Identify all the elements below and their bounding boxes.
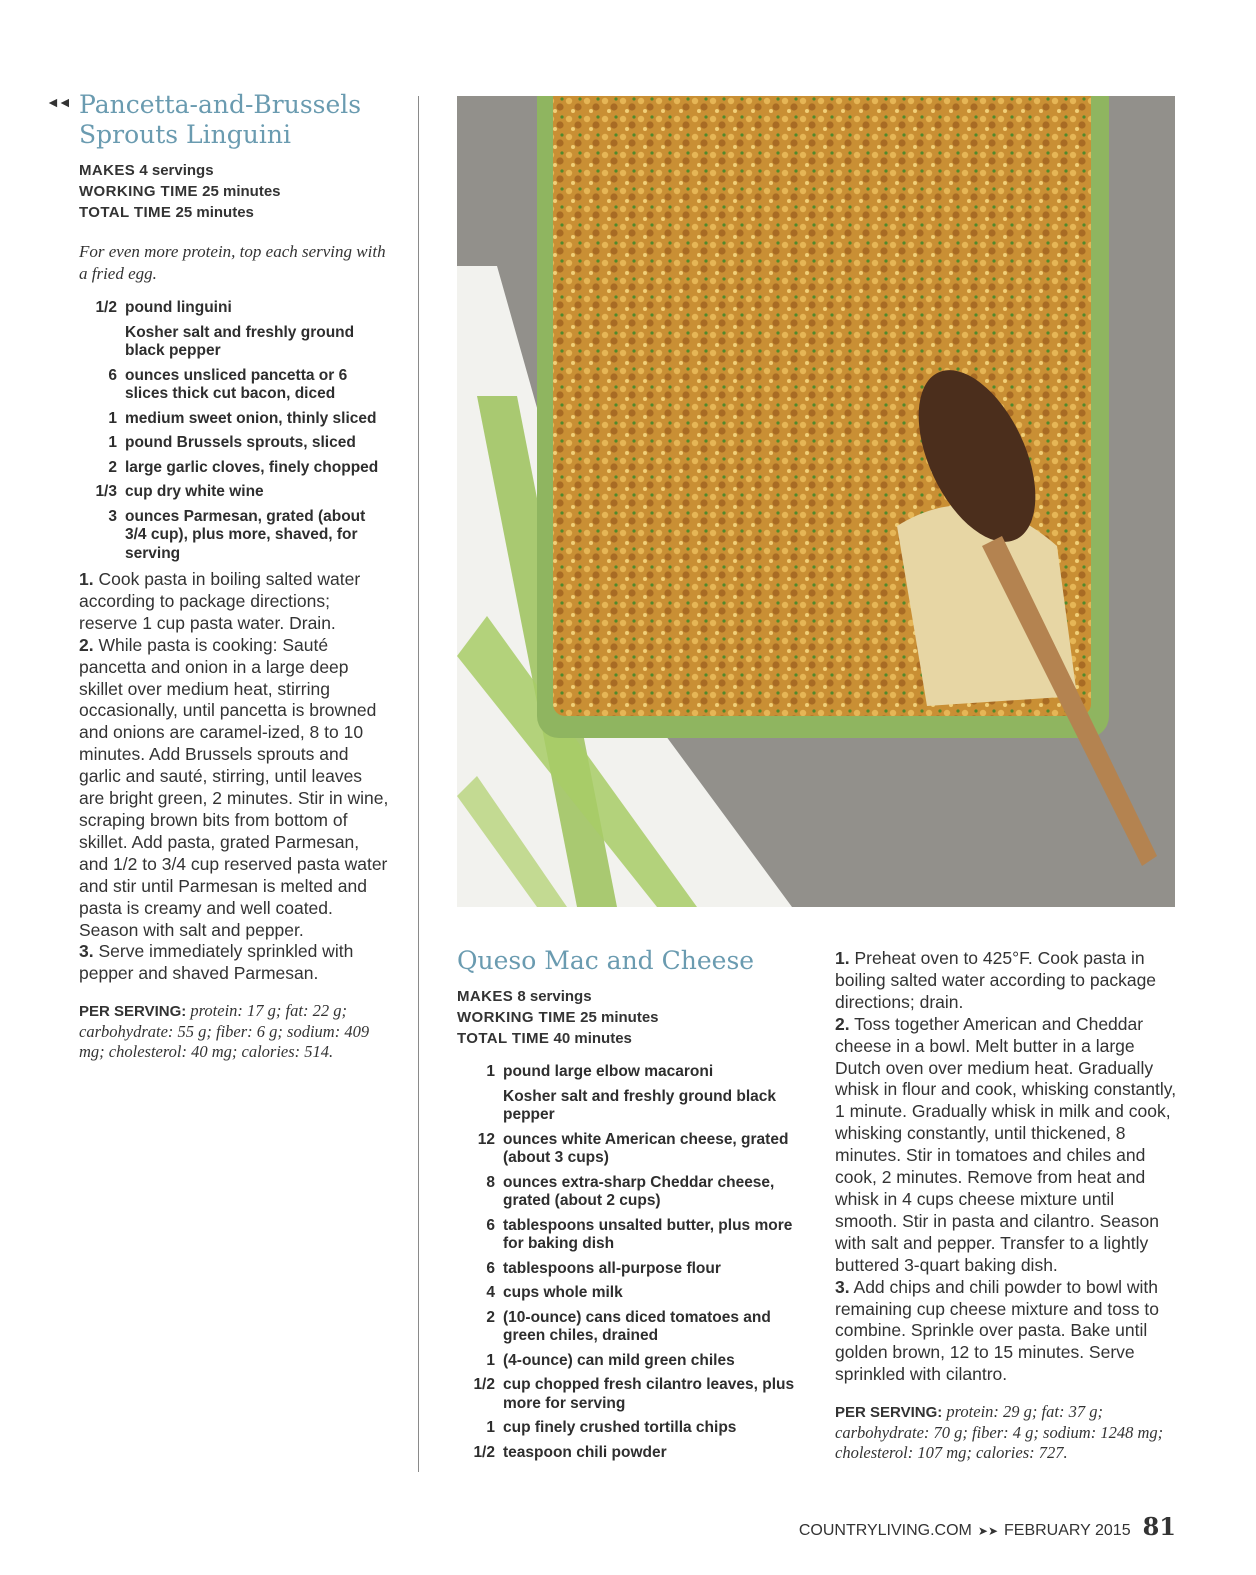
ingredient-quantity [457,1088,503,1125]
total-time-label: TOTAL TIME [457,1030,550,1047]
step-text: Add chips and chili powder to bowl with remaining cup cheese mixture and toss to combine. Sprinkle over pasta. Bake until golden brown, 12 to 15 minutes. Serve sprinkled with cilantro. [835,1276,1159,1385]
recipe-meta [457,986,807,1049]
ingredient-item [79,508,389,564]
ingredient-quantity [79,324,125,361]
ingredient-text: ounces extra-sharp Cheddar cheese, grated (about 2 cups) [503,1173,775,1209]
instructions [79,569,389,985]
ingredient-text: (10-ounce) cans diced tomatoes and green chiles, drained [503,1308,771,1344]
ingredient-text: Kosher salt and freshly ground black pepper [503,1087,777,1123]
ingredient-quantity: 1 [108,409,117,427]
instruction-step [79,941,389,985]
ingredient-item [79,367,389,404]
ingredient-text: pound large elbow macaroni [503,1063,714,1080]
working-time-label: WORKING TIME [457,1009,576,1026]
ingredient-quantity: 1/2 [473,1376,495,1393]
ingredient-text: teaspoon chili powder [503,1443,667,1461]
nutrition-label: PER SERVING: [835,1404,943,1422]
makes-label: MAKES [457,988,514,1005]
ingredient-quantity: 1/2 [95,299,117,316]
step-text: Serve immediately sprinkled with pepper and shaved Parmesan. [79,941,354,984]
ingredient-item [457,1284,807,1303]
recipe-meta [79,160,389,223]
recipe-queso [457,946,807,1468]
ingredient-quantity: 1 [486,1351,495,1369]
ingredient-text: pound Brussels sprouts, sliced [125,434,356,451]
ingredient-item [79,434,389,453]
footer-site: COUNTRYLIVING.COM [798,1522,972,1539]
total-time-value: 40 minutes [553,1030,632,1047]
ingredient-text: cups whole milk [503,1284,623,1301]
ingredient-item [79,299,389,318]
step-number: 2. [835,1013,850,1034]
ingredient-text: cup chopped fresh cilantro leaves, plus more for serving [503,1376,795,1412]
step-number: 2. [79,634,94,655]
ingredient-item [457,1174,807,1211]
step-number: 1. [79,569,94,589]
ingredient-text: tablespoons unsalted butter, plus more for baking dish [503,1216,793,1252]
step-text: Toss together American and Cheddar cheese in a bowl. Melt butter in a large Dutch oven over medium heat. Gradually whisk in flour and cook, whisking constantly, 1 minute. Gradually whisk in milk and cook, whisking constantly, until thickened, 8 minutes. Stir in tomatoes and chiles and cook, 2 minutes. Remove from heat and whisk in 4 cups cheese mixture until smooth. Stir in pasta and cilantro. Season with salt and pepper. Transfer to a lightly buttered 3-quart baking dish. [835,1013,1177,1275]
step-text: Preheat oven to 425°F. Cook pasta in boiling salted water according to package directions; drain. [835,948,1157,1012]
instruction-step [79,569,389,635]
step-number: 3. [835,1276,850,1297]
footer-issue: FEBRUARY 2015 [1004,1522,1131,1539]
ingredient-item [79,459,389,478]
ingredient-item [457,1352,807,1371]
ingredient-quantity: 2 [108,458,117,476]
ingredient-quantity: 8 [486,1173,495,1191]
ingredient-text: large garlic cloves, finely chopped [125,458,379,476]
title-line-1: Pancetta-and-Brussels [79,90,362,119]
recipe-title [79,90,389,150]
recipe-queso-instructions [835,948,1180,1463]
ingredient-item [79,483,389,502]
working-time-value: 25 minutes [202,183,281,200]
ingredient-text: Kosher salt and freshly ground black pepper [125,323,355,359]
ingredient-quantity: 6 [108,366,117,384]
nutrition-info [79,1001,389,1062]
ingredient-quantity: 1 [486,1063,495,1080]
working-time-label: WORKING TIME [79,183,198,200]
step-number: 3. [79,941,94,962]
total-time-value: 25 minutes [175,204,254,221]
recipe-title: Queso Mac and Cheese [457,946,755,975]
ingredient-list [79,299,389,563]
nutrition-values: protein: 29 g; fat: 37 g; carbohydrate: 70 g; fiber: 4 g; sodium: 1248 mg; cholesterol: 107 mg; calories: 727. [835,1402,1164,1463]
footer-arrows-icon: ➤➤ [977,1524,998,1538]
ingredient-item [457,1419,807,1438]
ingredient-quantity: 4 [486,1284,495,1301]
nutrition-label: PER SERVING: [79,1003,187,1021]
total-time-label: TOTAL TIME [79,204,172,221]
recipe-intro: For even more protein, top each serving with a fried egg. [79,242,386,283]
instruction-step [835,948,1180,1014]
ingredient-text: ounces white American cheese, grated (about 3 cups) [503,1130,789,1166]
makes-value: 4 servings [139,162,214,179]
column-divider [418,96,419,1472]
ingredient-quantity: 6 [486,1216,495,1234]
ingredient-item [79,324,389,361]
ingredient-quantity: 1/3 [95,483,117,500]
ingredient-quantity: 1 [108,434,117,451]
instructions [835,948,1180,1386]
ingredient-text: cup finely crushed tortilla chips [503,1419,737,1436]
instruction-step [835,1277,1180,1387]
ingredient-text: ounces Parmesan, grated (about 3/4 cup), plus more, shaved, for serving [125,507,366,562]
ingredient-item [457,1309,807,1346]
nutrition-values: protein: 17 g; fat: 22 g; carbohydrate: 55 g; fiber: 6 g; sodium: 409 mg; cholesterol: 40 mg; calories: 514. [79,1001,370,1062]
ingredient-item [457,1260,807,1279]
recipe-pancetta [79,90,389,1062]
ingredient-item [457,1376,807,1413]
nutrition-info [835,1402,1180,1463]
step-number: 1. [835,948,850,968]
ingredient-item [457,1217,807,1254]
ingredient-item [79,410,389,429]
ingredient-item [457,1444,807,1463]
page-footer [799,1512,1176,1541]
ingredient-text: (4-ounce) can mild green chiles [503,1351,735,1369]
ingredient-quantity: 2 [486,1308,495,1326]
instruction-step [835,1014,1180,1277]
makes-value: 8 servings [517,988,592,1005]
ingredient-text: pound linguini [125,299,232,316]
working-time-value: 25 minutes [580,1009,659,1026]
ingredient-item [457,1063,807,1082]
ingredient-text: tablespoons all-purpose flour [503,1259,721,1277]
title-line-2: Sprouts Linguini [79,120,291,149]
ingredient-quantity: 12 [477,1130,495,1148]
ingredient-item [457,1131,807,1168]
ingredient-text: cup dry white wine [125,483,264,500]
ingredient-quantity: 6 [486,1259,495,1277]
ingredient-quantity: 1/2 [473,1443,495,1461]
page-number: 81 [1142,1512,1176,1541]
step-text: Cook pasta in boiling salted water according to package directions; reserve 1 cup pasta water. Drain. [79,569,361,633]
back-arrows-icon: ◄◄ [46,94,70,110]
step-text: While pasta is cooking: Sauté pancetta and onion in a large deep skillet over medium heat, stirring occasionally, until pancetta is browned and onions are caramel-ized, 8 to 10 minutes. Add Brussels sprouts and garlic and sauté, stirring, until leaves are bright green, 2 minutes. Stir in wine, scraping brown bits from bottom of skillet. Add pasta, grated Parmesan, and 1/2 to 3/4 cup reserved pasta water and stir until Parmesan is melted and pasta is creamy and well coated. Season with salt and pepper. [79,634,389,940]
ingredient-quantity: 3 [108,507,117,525]
ingredient-text: medium sweet onion, thinly sliced [125,409,377,427]
ingredient-text: ounces unsliced pancetta or 6 slices thick cut bacon, diced [125,366,348,402]
ingredient-list [457,1063,807,1462]
ingredient-quantity: 1 [486,1419,495,1436]
mac-and-cheese-photo [457,96,1175,907]
ingredient-item [457,1088,807,1125]
makes-label: MAKES [79,162,136,179]
instruction-step [79,635,389,942]
food-illustration [457,96,1175,907]
